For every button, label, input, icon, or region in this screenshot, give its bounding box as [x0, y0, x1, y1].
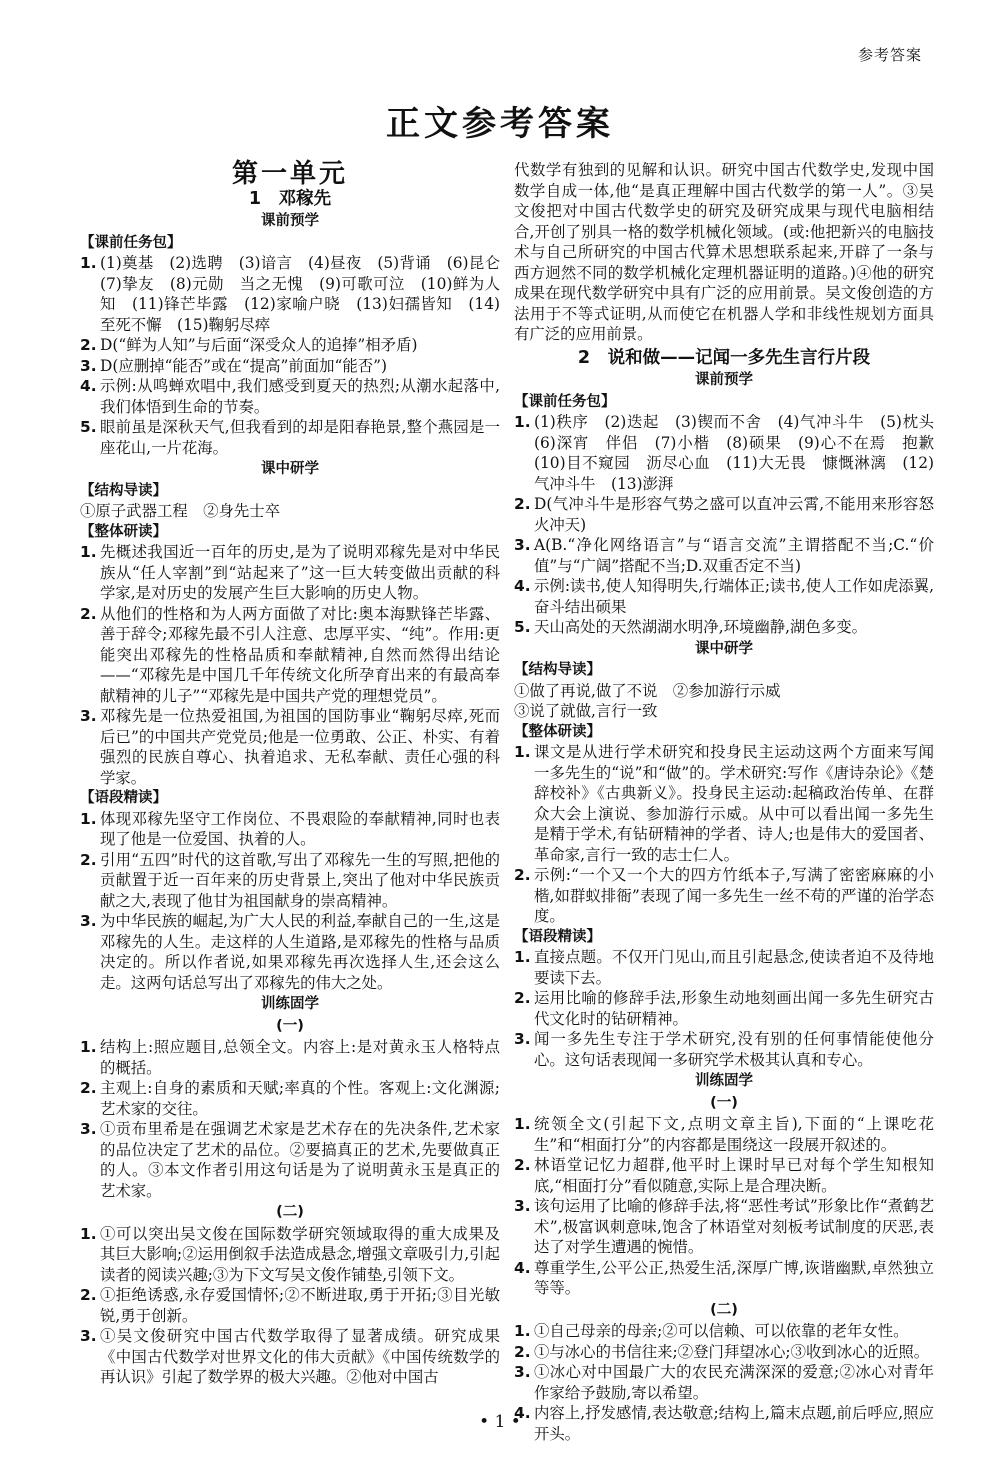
answer-text: 闻一多先生专注于学术研究,没有别的任何事情能使他分心。这句话表现闻一多研究学术极其认真和专心。: [534, 1030, 934, 1069]
answer-text: 主观上:自身的素质和天赋;率真的个性。客观上:文化渊源;艺术家的交往。: [100, 1079, 500, 1118]
answer-text: 为中华民族的崛起,为广大人民的利益,奉献自己的一生,这是邓稼先的人生。走这样的人生道路,是邓稼先的性格与品质决定的。所以作者说,如果邓稼先再次选择人生,还会这么走。这两句话总写出了邓稼先的伟大之处。: [100, 912, 500, 992]
answer-number: 3.: [80, 356, 97, 375]
answer-text: 从他们的性格和为人两方面做了对比:奥本海默锋芒毕露、善于辞令;邓稼先最不引人注意、忠厚平实、“纯”。作用:更能突出邓稼先的性格品质和奉献精神,自然而然得出结论——“邓稼先是中国几千年传统文化所孕育出来的有最高奉献精神的儿子”“邓稼先是中国共产党的理想党员”。: [100, 604, 500, 705]
subsection-heading: 课前预学: [695, 372, 753, 388]
answer-item: [80, 1119, 500, 1201]
part-label: (二): [710, 1301, 738, 1318]
answer-text: 直接点题。不仅开门见山,而且引起悬念,使读者迫不及待地要读下去。: [534, 948, 934, 987]
section-heading: 【语段精读】: [80, 790, 167, 806]
answer-item: [514, 1029, 934, 1070]
answer-list: [514, 1114, 934, 1299]
answer-text: A(B.“净化网络语言”与“语言交流”主谓搭配不当;C.“价值”与“广阔”搭配不当;D.双重否定不当): [534, 536, 934, 575]
answer-text: ①与冰心的书信往来;②登门拜望冰心;③收到冰心的近照。: [534, 1342, 930, 1361]
answer-text: 先概述我国近一百年的历史,是为了说明邓稼先是对中华民族从“任人宰割”到“站起来了”这一巨大转变做出贡献的科学家,是对历史的发展产生巨大影响的历史人物。: [100, 543, 500, 602]
answer-number: 4.: [80, 377, 97, 395]
section-heading: 【整体研读】: [514, 723, 601, 740]
answer-text: ①原子武器工程 ②身先士卒: [80, 502, 281, 520]
answer-item: [514, 1258, 934, 1299]
answer-text: ①冰心对中国最广大的农民充满深深的爱意;②冰心对青年作家给予鼓励,寄以希望。: [534, 1363, 934, 1402]
answer-text: 引用“五四”时代的这首歌,写出了邓稼先一生的写照,把他的贡献置于近一百年来的历史背景上,突出了他对中华民族贡献之大,表现了他甘为祖国献身的崇高精神。: [100, 850, 500, 910]
answer-text: ③说了就做,言行一致: [514, 702, 658, 720]
answer-text: 该句运用了比喻的修辞手法,将“恶性考试”形象比作“煮鹤艺术”,极富讽刺意味,饱含了林语堂对刻板考试制度的厌恶,表达了对学生遭遇的惋惜。: [534, 1197, 934, 1256]
answer-item: [80, 376, 500, 417]
answer-list: [80, 253, 516, 458]
answer-text: ①自己母亲的母亲;②可以信赖、可以依靠的老年女性。: [534, 1322, 909, 1340]
answer-list: [80, 542, 500, 788]
answer-item: [80, 604, 500, 707]
answer-list: [514, 947, 934, 1070]
answer-list: [80, 809, 500, 994]
answer-text: 林语堂记忆力超群,他平时上课时早已对每个学生知根知底,“相面打分”看似随意,实际上是合理决断。: [534, 1156, 934, 1195]
section-heading: 【结构导读】: [80, 482, 167, 499]
right-column: [514, 160, 950, 1444]
answer-text: (1)奠基 (2)选聘 (3)谙言 (4)昼夜 (5)背诵 (6)昆仑 (7)挚友 (8)元勋 当之无愧 (9)可歌可泣 (10)鲜为人知 (11)锋芒毕露 (12)家喻户晓 (13)妇孺皆知 (14)至死不懈 (15)鞠躬尽瘁: [100, 254, 516, 334]
answer-number: 1.: [514, 1115, 531, 1133]
answer-number: 2.: [80, 336, 97, 354]
answer-text: 邓稼先是一位热爱祖国,为祖国的国防事业“鞠躬尽瘁,死而后已”的中国共产党党员;他是一位勇敢、公正、朴实、有着强烈的民族自尊心、执着追求、无私奉献、责任心强的科学家。: [100, 707, 500, 787]
answer-item: [80, 1078, 500, 1119]
answer-text: ①做了再说,做了不说 ②参加游行示威: [514, 681, 781, 700]
section-heading: 【语段精读】: [514, 928, 601, 945]
subsection-heading: 训练固学: [695, 1073, 753, 1089]
answer-text: 内容上,抒发感情,表达敬意;结构上,篇末点题,前后呼应,照应开头。: [534, 1404, 934, 1443]
answer-number: 3.: [514, 536, 531, 554]
answer-text: (1)秩序 (2)迭起 (3)锲而不舍 (4)气冲斗牛 (5)枕头 (6)深宵 伴侣 (7)小楷 (8)硕果 (9)心不在焉 抱歉 (10)目不窥园 沥尽心血 (11)大无畏 慷慨淋漓 (12)气冲斗牛 (13)澎湃: [534, 413, 950, 493]
section-heading: 【课前任务包】: [514, 393, 616, 410]
answer-text: D(气冲斗牛是形容气势之盛可以直冲云霄,不能用来形容怒火冲天): [534, 495, 934, 534]
answer-text: 示例:“一个又一个大的四方竹纸本子,写满了密密麻麻的小楷,如群蚁排衙”表现了闻一多先生一丝不苟的严谨的治学态度。: [534, 866, 934, 925]
answer-text: 统领全文(引起下文,点明文章主旨),下面的“上课吃花生”和“相面打分”的内容都是围绕这一段展开叙述的。: [534, 1115, 934, 1154]
answer-number: 3.: [514, 1197, 531, 1215]
answer-item: [514, 1342, 934, 1363]
answer-item: [514, 535, 934, 576]
answer-item: [514, 865, 934, 927]
answer-text: 结构上:照应题目,总领全文。内容上:是对黄永玉人格特点的概括。: [100, 1038, 500, 1077]
answer-number: 2.: [514, 866, 531, 884]
lesson-title: 1 邓稼先: [248, 188, 332, 209]
answer-list: [80, 1224, 500, 1388]
section-heading: 【结构导读】: [514, 662, 601, 678]
answer-text: 眼前虽是深秋天气,但我看到的却是阳春艳景,整个燕园是一座花山,一片花海。: [100, 418, 500, 457]
subsection-heading: 训练固学: [261, 996, 319, 1012]
section-heading: 【课前任务包】: [80, 234, 182, 251]
answer-number: 1.: [514, 743, 531, 761]
answer-item: [80, 356, 500, 377]
answer-text: D(应删掉“能否”或在“提高”前面加“能否”): [100, 356, 388, 375]
subsection-heading: 课前预学: [261, 213, 319, 229]
answer-text: 尊重学生,公平公正,热爱生活,深厚广博,诙谐幽默,卓然独立等等。: [534, 1258, 934, 1297]
answer-number: 1.: [80, 809, 97, 828]
answer-item: [514, 1362, 934, 1403]
answer-number: 2.: [514, 1342, 531, 1361]
answer-number: 2.: [80, 1286, 97, 1304]
answer-item: [80, 1326, 500, 1388]
page-number: • 1 •: [479, 1412, 521, 1432]
answer-number: 1.: [80, 543, 97, 561]
answer-number: 3.: [80, 707, 97, 725]
answer-item: [514, 1114, 934, 1155]
answer-text: 示例:读书,使人知得明失,行端体正;读书,使人工作如虎添翼,奋斗结出硕果: [534, 577, 934, 616]
unit-heading: 第一单元: [231, 159, 348, 189]
lesson-title: 2 说和做——记闻一多先生言行片段: [577, 347, 871, 368]
answer-text: 课文是从进行学术研究和投身民主运动这两个方面来写闻一多先生的“说”和“做”的。学术研究:写作《唐诗杂论》《楚辞校补》《古典新义》。投身民主运动:起稿政治传单、在群众大会上演说、参加游行示威。从中可以看出闻一多先生是精于学术,有钻研精神的学者、诗人;也是伟大的爱国者、革命家,言行一致的志士仁人。: [534, 743, 934, 864]
part-label: (一): [710, 1094, 738, 1111]
answer-item: [80, 335, 500, 356]
answer-item: [80, 706, 500, 788]
answer-item: [514, 1196, 934, 1258]
answer-number: 1.: [514, 1322, 531, 1340]
answer-item: [80, 809, 500, 850]
answer-item: [514, 1155, 934, 1196]
answer-number: 3.: [80, 1120, 97, 1138]
answer-number: 3.: [80, 1327, 97, 1345]
answer-item: [514, 494, 934, 535]
section-label: 参考答案: [857, 46, 922, 64]
answer-text: 示例:从鸣蝉欢唱中,我们感受到夏天的热烈;从潮水起落中,我们体悟到生命的节奏。: [100, 377, 500, 416]
answer-item: [80, 253, 516, 335]
answer-item: [80, 1224, 500, 1286]
answer-number: 1.: [514, 948, 531, 966]
answer-list: [514, 742, 934, 927]
subsection-heading: 课中研学: [261, 461, 319, 477]
answer-text: D(“鲜为人知”与后面“深受众人的追捧”相矛盾): [100, 336, 418, 354]
continued-text: 代数学有独到的见解和认识。研究中国古代数学史,发现中国数学自成一体,他“是真正理解中国古代数学的第一人”。③吴文俊把对中国古代数学史的研究及研究成果与现代电脑相结合,开创了别具一格的数学机械化领域。(或:他把新兴的电脑技术与自己所研究的中国古代算术思想联系起来,开辟了一条与西方迥然不同的数学机械化定理机器证明的道路。)④他的研究成果在现代数学研究中具有广泛的应用前景。吴文俊创造的方法用于不等式证明,从而使它在机器人学和非线性规划方面具有广泛的应用前景。: [514, 161, 934, 343]
answer-item: [80, 850, 500, 912]
answer-number: 2.: [80, 850, 97, 869]
answer-text: 天山高处的天然湖湖水明净,环境幽静,湖色多变。: [534, 618, 867, 636]
answer-number: 2.: [514, 495, 531, 513]
answer-list: [514, 412, 950, 638]
answer-number: 2.: [80, 604, 97, 623]
answer-list: [80, 1037, 500, 1201]
answer-number: 1.: [80, 1224, 97, 1243]
answer-number: 4.: [514, 1258, 531, 1277]
answer-item: [514, 576, 934, 617]
section-heading: 【整体研读】: [80, 523, 167, 540]
answer-number: 1.: [80, 1038, 97, 1056]
answer-number: 2.: [80, 1079, 97, 1097]
answer-text: ①吴文俊研究中国古代数学取得了显著成绩。研究成果《中国古代数学对世界文化的伟大贡献》《中国传统数学的再认识》引起了数学界的极大兴趣。②他对中国古: [100, 1327, 500, 1386]
part-label: (一): [276, 1017, 304, 1034]
answer-text: 体现邓稼先坚守工作岗位、不畏艰险的奉献精神,同时也表现了他是一位爱国、执着的人。: [100, 809, 500, 848]
answer-item: [514, 742, 934, 865]
answer-text: ①可以突出吴文俊在国际数学研究领域取得的重大成果及其巨大影响;②运用倒叙手法造成悬念,增强文章吸引力,引起读者的阅读兴趣;③为下文写吴文俊作铺垫,引领下文。: [100, 1224, 500, 1284]
answer-text: 运用比喻的修辞手法,形象生动地刻画出闻一多先生研究古代文化时的钻研精神。: [534, 989, 934, 1028]
page-title: 正文参考答案: [386, 104, 614, 144]
answer-number: 5.: [514, 618, 531, 636]
answer-number: 1.: [514, 413, 531, 431]
answer-item: [80, 911, 500, 993]
answer-item: [80, 542, 500, 604]
answer-number: 4.: [514, 1404, 531, 1422]
answer-number: 4.: [514, 577, 531, 595]
answer-item: [80, 417, 500, 458]
answer-number: 2.: [514, 989, 531, 1007]
answer-item: [514, 412, 950, 494]
answer-number: 5.: [80, 418, 97, 436]
answer-item: [80, 1285, 500, 1326]
left-column: [80, 159, 516, 1388]
answer-item: [514, 1321, 934, 1342]
answer-item: [514, 617, 934, 638]
part-label: (二): [276, 1204, 304, 1220]
answer-item: [80, 1037, 500, 1078]
answer-text: ①贡布里希是在强调艺术家是艺术存在的先决条件,艺术家的品位决定了艺术的品位。②要搞真正的艺术,先要做真正的人。③本文作者引用这句话是为了说明黄永玉是真正的艺术家。: [100, 1120, 500, 1200]
answer-item: [514, 988, 934, 1029]
answer-number: 3.: [514, 1363, 531, 1381]
answer-number: 1.: [80, 254, 97, 272]
answer-item: [514, 947, 934, 988]
subsection-heading: 课中研学: [695, 640, 753, 657]
answer-number: 3.: [80, 912, 97, 930]
answer-number: 3.: [514, 1030, 531, 1048]
answer-text: ①拒绝诱惑,永存爱国情怀;②不断进取,勇于开拓;③目光敏锐,勇于创新。: [100, 1286, 500, 1325]
answer-number: 2.: [514, 1156, 531, 1174]
